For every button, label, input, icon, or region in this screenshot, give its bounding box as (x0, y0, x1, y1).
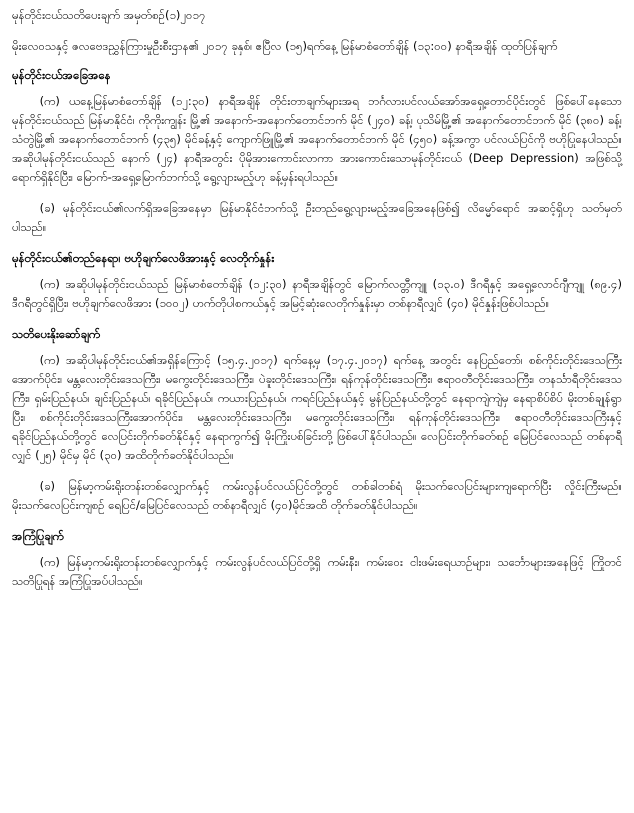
paragraph: (ခ) မြန်မာ့ကမ်းရိုးတန်းတစ်လျှောက်နှင့် ကမ်းလွန်ပင်လယ်ပြင်တို့တွင် တစ်ခါတစ်ရံ မိုးသက်လေပြင်းများကျရောက်ပြီး လှိုင်းကြီးမည်။ မိုးသက်လေပြင်းကျစဉ် ရေပြင်/မြေပြင်လေသည် တစ်နာရီလျှင် (၄၀)မိုင်အထိ တိုက်ခတ်နိုင်ပါသည်။ (12, 479, 622, 512)
section-heading: မုန်တိုင်းငယ်၏တည်နေရာ၊ ဗဟိုချက်လေဖိအားနှင့် လေတိုက်နှုန်း (12, 251, 275, 265)
section-advice (12, 527, 622, 591)
paragraph: (ခ) မုန်တိုင်းငယ်၏လက်ရှိအခြေအနေမှာ မြန်မာနိုင်ငံဘက်သို့ ဦးတည်ရွေ့လျားမည့်အခြေအနေဖြစ်၍ လိမ္မော်ရောင် အဆင့်ရှိဟု သတ်မှတ်ပါသည်။ (12, 201, 622, 234)
section-storm-location (12, 249, 622, 313)
section-heading: မုန်တိုင်းငယ်အခြေအနေ (12, 68, 111, 82)
section-heading: သတိပေးနိုးဆော်ချက် (12, 327, 101, 341)
document-title: မုန်တိုင်းငယ်သတိပေးချက် အမှတ်စဉ်(၁)၂၀၁၇ (12, 8, 206, 22)
section-heading: အကြံပြုချက် (12, 529, 64, 543)
paragraph: (က) မြန်မာ့ကမ်းရိုးတန်းတစ်လျှောက်နှင့် ကမ်းလွန်ပင်လယ်ပြင်တို့ရှိ ကမ်းနီး၊ ကမ်းဝေး ငါးဖမ်းရေယာဉ်များ၊ သင်္ဘောများအနေဖြင့် ကြိုတင်သတိပြုရန် အကြံပြုအပ်ပါသည်။ (12, 555, 622, 588)
section-storm-condition (12, 66, 622, 237)
paragraph: (က) အဆိုပါမုန်တိုင်းငယ်သည် မြန်မာစံတော်ချိန် (၁၂:၃၀) နာရီအချိန်တွင် မြောက်လတ္တီကျူ (၁၃.၀) ဒီဂရီနှင့် အရှေ့လောင်ဂျီကျူ (၈၉.၄) ဒီဂရီတွင်ရှိပြီး၊ ဗဟိုချက်လေဖိအား (၁၀၀၂) ဟက်တိုပါစကယ်နှင့် အမြင့်ဆုံးလေတိုက်နှုန်းမှာ တစ်နာရီလျှင် (၄၀) မိုင်နှုန်းဖြစ်ပါသည်။ (12, 277, 622, 310)
paragraph: (က) ယနေ့မြန်မာစံတော်ချိန် (၁၂:၃၀) နာရီအချိန် တိုင်းတာချက်များအရ ဘင်္ဂလားပင်လယ်အော်အရှေ့တောင်ပိုင်းတွင် ဖြစ်ပေါ်နေသော မုန်တိုင်းငယ်သည် မြန်မာနိုင်ငံ၊ ကိုကိုးကျွန်း မြို့၏ အနောက်-အနောက်တောင်ဘက် မိုင် (၂၄၀) ခန့်၊ ပုသိမ်မြို့၏ အနောက်တောင်ဘက် မိုင် (၃၈၀) ခန့်၊ သံတွဲမြို့၏ အနောက်တောင်ဘက် (၄၃၅) မိုင်ခန့်နှင့် ကျောက်ဖြူမြို့၏ အနောက်တောင်ဘက် မိုင် (၄၅၀) ခန့်အကွာ ပင်လယ်ပြင်ကို ဗဟိုပြုနေပါသည်။ အဆိုပါမုန်တိုင်းငယ်သည် နောက် (၂၄) နာရီအတွင်း ပိုမိုအားကောင်းလာကာ အားကောင်းသောမုန်တိုင်းငယ် (Deep Depression) အဖြစ်သို့ ရောက်ရှိနိုင်ပြီး၊ မြောက်-အရှေ့မြောက်ဘက်သို့ ရွေ့လျားမည့်ဟု ခန့်မှန်းရပါသည်။ (12, 94, 622, 184)
paragraph: (က) အဆိုပါမုန်တိုင်းငယ်၏အရှိန်ကြောင့် (၁၅.၄.၂၀၁၇) ရက်နေ့မှ (၁၇.၄.၂၀၁၇) ရက်နေ့ အတွင်း နေပြည်တော်၊ စစ်ကိုင်းတိုင်းဒေသကြီးအောက်ပိုင်း၊ မန္တလေးတိုင်းဒေသကြီး၊ မကွေးတိုင်းဒေသကြီး၊ ပဲခူးတိုင်းဒေသကြီး၊ ရန်ကုန်တိုင်းဒေသကြီး၊ ဧရာဝတီတိုင်းဒေသကြီး၊ တနင်္သာရီတိုင်းဒေသကြီး၊ ရှမ်းပြည်နယ်၊ ချင်းပြည်နယ်၊ ရခိုင်ပြည်နယ်၊ ကယားပြည်နယ်၊ ကရင်ပြည်နယ်နှင့် မွန်ပြည်နယ်တို့တွင် နေရာကျဲကျဲမှ နေရာစိပ်စိပ် မိုးတစ်ချုန်ရွာပြီး၊ စစ်ကိုင်းတိုင်းဒေသကြီးအောက်ပိုင်း၊ မန္တလေးတိုင်းဒေသကြီး၊ မကွေးတိုင်းဒေသကြီး၊ ရန်ကုန်တိုင်းဒေသကြီး၊ ဧရာဝတီတိုင်းဒေသကြီးနှင့် ရခိုင်ပြည်နယ်တို့တွင် လေပြင်းတိုက်ခတ်နိုင်နှင့် နေရာကွက်၍ မိုးကြိုးပစ်ခြင်းတို့ ဖြစ်ပေါ်နိုင်ပါသည်။ လေပြင်းတိုက်ခတ်စဉ် မြေပြင်လေသည် တစ်နာရီလျှင် (၂၅) မိုင်မှ မိုင် (၃၀) အထိတိုက်ခတ်နိုင်ပါသည်။ (12, 353, 622, 462)
section-warning (12, 325, 622, 515)
document-intro: မိုးလေဝသနှင့် ဇလဗေဒညွှန်ကြားမှုဦးစီးဌာန၏ ၂၀၁၇ ခုနှစ်၊ ဧပြီလ (၁၅)ရက်နေ့ မြန်မာစံတော်ချိန် (၁၃:၀၀) နာရီအချိန် ထုတ်ပြန်ချက် (12, 39, 558, 53)
